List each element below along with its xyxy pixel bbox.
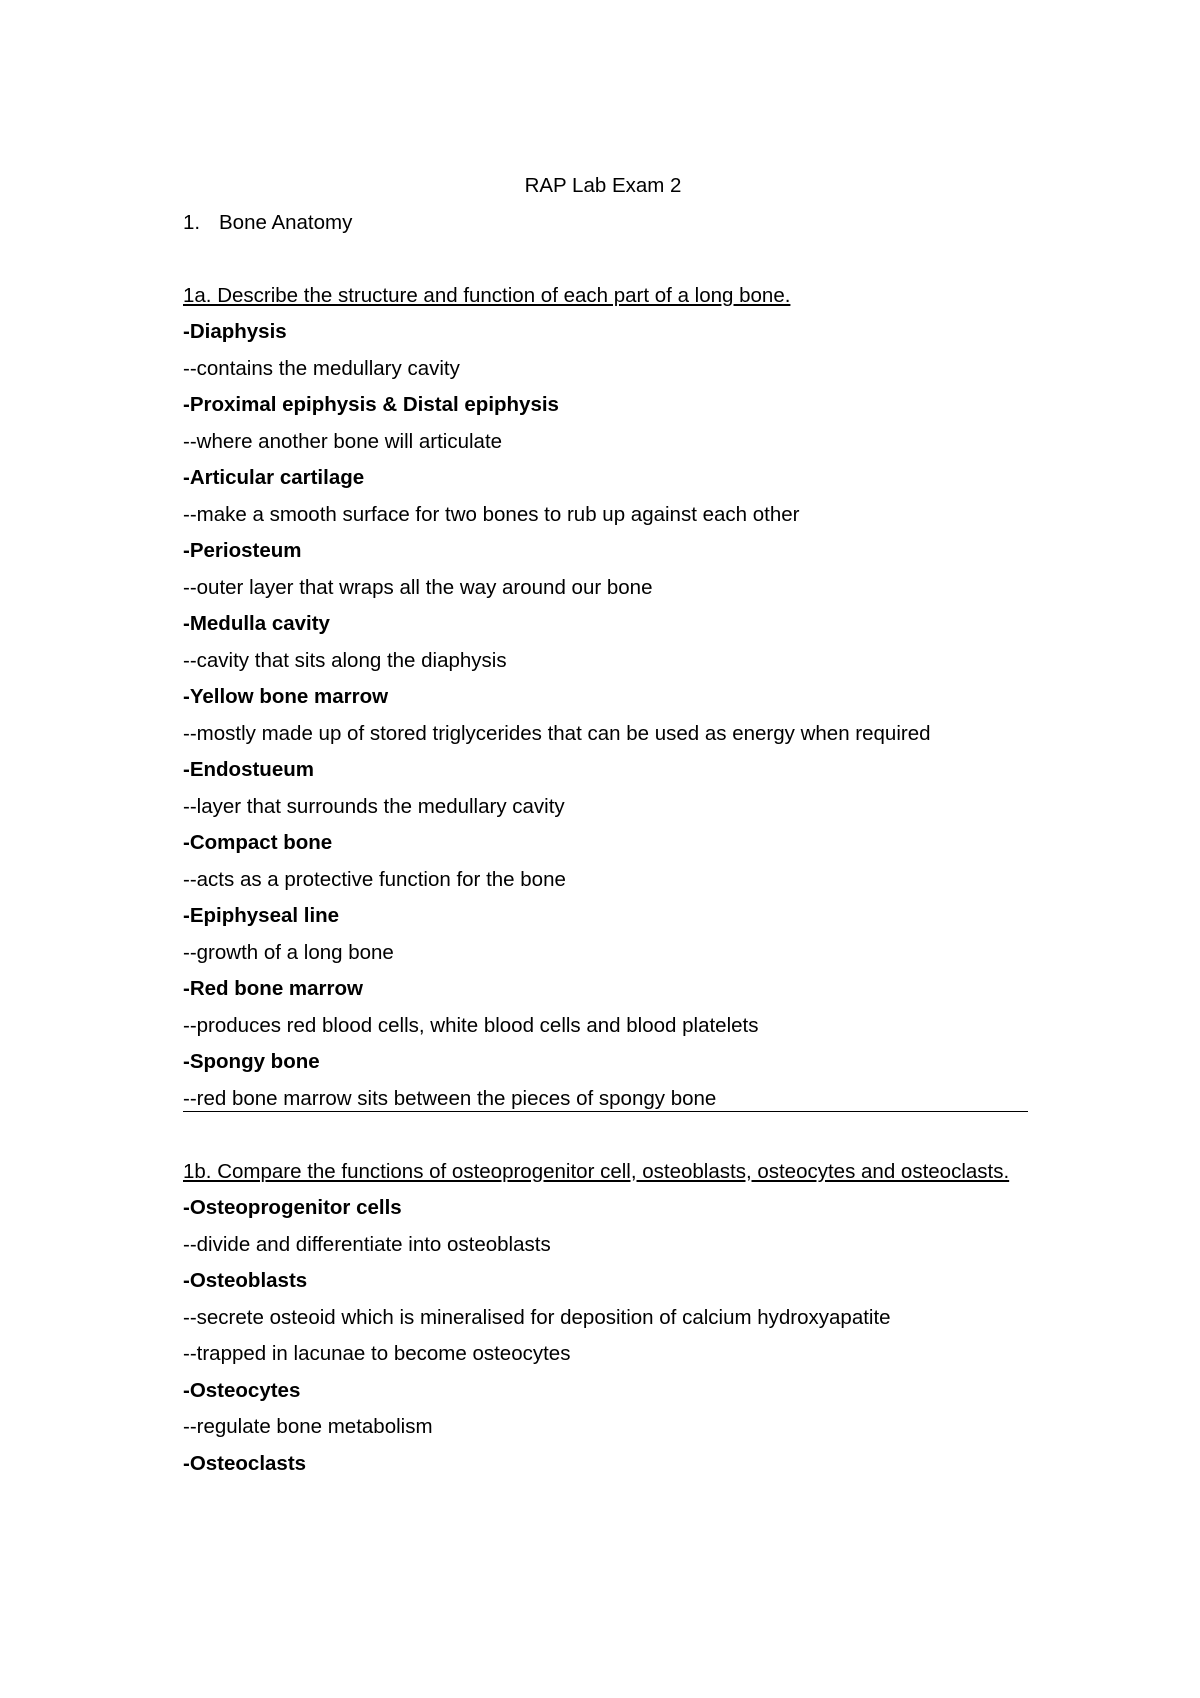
- section-number: 1.: [183, 210, 201, 234]
- desc-spongy-bone: --red bone marrow sits between the pieces of spongy bone: [183, 1086, 717, 1110]
- term-epiphysis: -Proximal epiphysis & Distal epiphysis: [183, 393, 559, 416]
- desc-periosteum: --outer layer that wraps all the way around our bone: [183, 575, 653, 599]
- desc-epiphysis: --where another bone will articulate: [183, 429, 503, 453]
- term-osteoclasts: -Osteoclasts: [183, 1451, 307, 1475]
- term-medulla-cavity: -Medulla cavity: [183, 612, 330, 635]
- desc-medulla-cavity: --cavity that sits along the diaphysis: [183, 648, 507, 672]
- term-yellow-bone-marrow: -Yellow bone marrow: [183, 685, 389, 708]
- desc-spongy-bone-row: [183, 1081, 1023, 1118]
- desc-red-bone-marrow: --produces red blood cells, white blood cells and blood platelets: [183, 1013, 759, 1037]
- question-1a: 1a. Describe the structure and function of each part of a long bone.: [183, 283, 791, 307]
- section-heading: [183, 205, 1023, 242]
- desc-diaphysis: --contains the medullary cavity: [183, 356, 460, 380]
- term-diaphysis: -Diaphysis: [183, 320, 287, 343]
- term-epiphyseal-line: -Epiphyseal line: [183, 904, 340, 927]
- desc-osteoprogenitor-cells: --divide and differentiate into osteoblasts: [183, 1232, 551, 1256]
- page-title: RAP Lab Exam 2: [524, 174, 682, 197]
- desc-osteoblasts-2: --trapped in lacunae to become osteocytes: [183, 1342, 571, 1365]
- term-periosteum: -Periosteum: [183, 539, 302, 562]
- spacer: [183, 241, 1023, 278]
- desc-articular-cartilage: --make a smooth surface for two bones to rub up against each other: [183, 502, 800, 526]
- underline-rule: [183, 1111, 1028, 1113]
- term-articular-cartilage: -Articular cartilage: [183, 466, 365, 489]
- spacer: [183, 1117, 1023, 1154]
- desc-osteocytes: --regulate bone metabolism: [183, 1415, 433, 1438]
- term-osteocytes: -Osteocytes: [183, 1378, 301, 1402]
- term-red-bone-marrow: -Red bone marrow: [183, 977, 363, 1000]
- section-title: Bone Anatomy: [219, 210, 353, 234]
- desc-yellow-bone-marrow: --mostly made up of stored triglycerides that can be used as energy when required: [183, 721, 931, 745]
- term-compact-bone: -Compact bone: [183, 831, 333, 854]
- term-osteoblasts: -Osteoblasts: [183, 1269, 308, 1292]
- question-1b: 1b. Compare the functions of osteoprogenitor cell, osteoblasts, osteocytes and osteoclasts.: [183, 1159, 1010, 1183]
- desc-endosteum: --layer that surrounds the medullary cavity: [183, 794, 565, 818]
- term-osteoprogenitor-cells: -Osteoprogenitor cells: [183, 1196, 402, 1219]
- desc-compact-bone: --acts as a protective function for the bone: [183, 867, 566, 891]
- desc-epiphyseal-line: --growth of a long bone: [183, 940, 394, 964]
- term-endosteum: -Endostueum: [183, 758, 314, 781]
- term-spongy-bone: -Spongy bone: [183, 1050, 320, 1073]
- desc-osteoblasts-1: --secrete osteoid which is mineralised for deposition of calcium hydroxyapatite: [183, 1305, 891, 1329]
- document-content: [183, 168, 1023, 1482]
